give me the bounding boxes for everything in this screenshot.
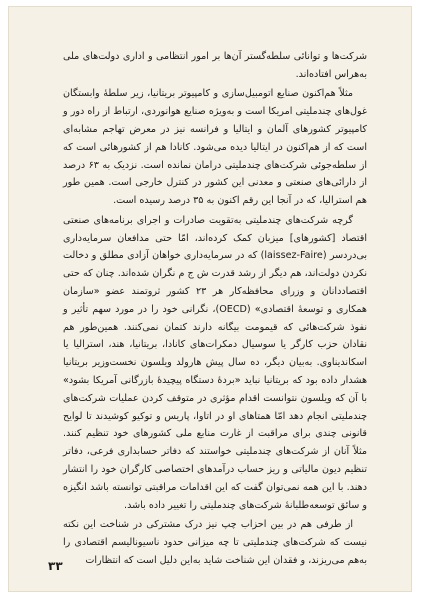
paragraph-1: شرکت‌ها و توانائی سلطه‌گستر آن‌ها بر امور انتظامی و اداری دولت‌های ملی به‌هراس افتاده‌اند. [63, 51, 367, 80]
body-text [63, 48, 367, 571]
book-page [8, 6, 412, 592]
paragraph-2: مثلاً هم‌اکنون صنایع اتومبیل‌سازی و کامپیوتر بریتانیا، زیر سلطهٔ وابستگان غول‌های چندملیتی امریکا است و به‌ویژه صنایع هوانوردی، ارتباط از راه دور و کامپیوتر کشورهای آلمان و ایتالیا و فرانسه نیز در معرض تهاجم مشابه‌ای است که از هم‌اکنون در ایتالیا دیده می‌شود. کانادا هم از کشورهائی است که از سلطه‌جوئی شرکت‌های چندملیتی درامان نمانده است. نزدیک به ۶۳ درصد از دارائی‌های صنعتی و معدنی این کشور در کنترل خارجی است. همین طور هم استرالیا، که در آنجا این رقم اکنون به ۳۵ درصد رسیده است. [63, 88, 367, 207]
paragraph-4: از طرفی هم در بین احزاب چپ نیز درک مشترکی در شناخت این نکته نیست که شرکت‌های چندملیتی تا چه میزانی حدود ناسیونالیسم اقتصادی را به‌هم می‌ریزند، و فقدان این شناخت شاید به‌این دلیل است که انتظارات [63, 519, 367, 566]
page-number: ۳۳ [48, 559, 63, 573]
paragraph-3: گرچه شرکت‌های چندملیتی به‌تقویت صادرات و اجرای برنامه‌های صنعتی اقتصاد [کشورهای] میزبان کمک کرده‌اند، امّا حتی مدافعان سرمایه‌داری بی‌دردسر (laissez-Faire) که در سرمایه‌داری خواهان آزادی مطلق و دخالت نکردن دولت‌اند، هم دیگر از رشد قدرت ش ج م نگران شده‌اند. چنان که حتی اقتصاددانان و وزرای محافظه‌کار هر ۲۳ کشور ثروتمند عضو «سازمان همکاری و توسعهٔ اقتصادی» (OECD)، نگرانی خود را در مورد سهم تأثیر و نفوذ شرکت‌هائی که قیمومت بیگانه دارند کتمان نمی‌کنند. همین‌طور هم نقادان حزب کارگر یا سوسیال دمکرات‌های کانادا، بریتانیا، هند، استرالیا یا اسکاندیناوی. به‌بیان دیگر، ده سال پیش هارولد ویلسون نخست‌وزیر بریتانیا هشدار داده بود که بریتانیا نباید «بردهٔ دستگاه پیچیدهٔ بازرگانی آمریکا بشود» با آن که ویلسون نتوانست اقدام مؤثری در متوقف کردن عملیات شرکت‌های چندملیتی انجام دهد امّا همتاهای او در اتاوا، پاریس و توکیو کوشیدند تا لوایح قانونی چندی برای مراقبت از غارت منابع ملی کشورهای خود تنظیم کنند. مثلاً آنان از شرکت‌های چندملیتی خواستند که دفاتر حسابداری فرعی، دفاتر تنظیم دیون مالیاتی و ریز حساب درآمدهای اختصاصی کارگران خود را انتشار دهند. با این همه نمی‌توان گفت که این اقدامات مراقبتی توانسته باشد انگیزه و سائق توسعه‌طلبانهٔ شرکت‌های چندملیتی را تغییر داده باشد. [63, 214, 368, 511]
